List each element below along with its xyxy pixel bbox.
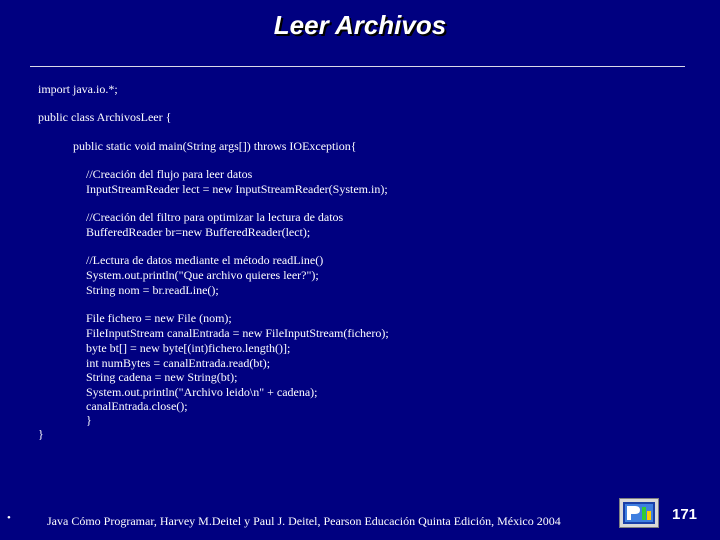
slide-title: Leer Archivos xyxy=(273,10,447,40)
footer-reference: Java Cómo Programar, Harvey M.Deitel y Paul J. Deitel, Pearson Educación Quinta Edición, México 2004 xyxy=(47,514,561,528)
footer-bullet: • xyxy=(7,512,11,524)
code-line: byte bt[] = new byte[(int)fichero.length()]; xyxy=(86,341,291,355)
code-line: String nom = br.readLine(); xyxy=(86,283,219,297)
page-number: 171 xyxy=(672,506,698,523)
presentation-logo-icon xyxy=(619,498,659,528)
code-line: FileInputStream canalEntrada = new FileInputStream(fichero); xyxy=(86,326,389,340)
title-divider xyxy=(30,66,685,67)
code-line: File fichero = new File (nom); xyxy=(86,311,232,325)
code-line: //Lectura de datos mediante el método readLine() xyxy=(86,253,324,267)
code-line: BufferedReader br=new BufferedReader(lect); xyxy=(86,225,311,239)
code-line: System.out.println("Archivo leido\n" + cadena); xyxy=(86,385,318,399)
code-line: InputStreamReader lect = new InputStreamReader(System.in); xyxy=(86,182,388,196)
code-line: System.out.println("Que archivo quieres leer?"); xyxy=(86,268,319,282)
code-line-main-decl: public static void main(String args[]) throws IOException{ xyxy=(73,139,357,153)
code-line: String cadena = new String(bt); xyxy=(86,370,238,384)
code-line: int numBytes = canalEntrada.read(bt); xyxy=(86,356,271,370)
code-line-import: import java.io.*; xyxy=(38,82,118,96)
code-line: //Creación del flujo para leer datos xyxy=(86,167,253,181)
code-line-class-decl: public class ArchivosLeer { xyxy=(38,110,172,124)
code-line: //Creación del filtro para optimizar la lectura de datos xyxy=(86,210,344,224)
code-line: canalEntrada.close(); xyxy=(86,399,188,413)
code-line-class-close: } xyxy=(38,427,44,441)
code-line-main-close: } xyxy=(86,413,92,427)
